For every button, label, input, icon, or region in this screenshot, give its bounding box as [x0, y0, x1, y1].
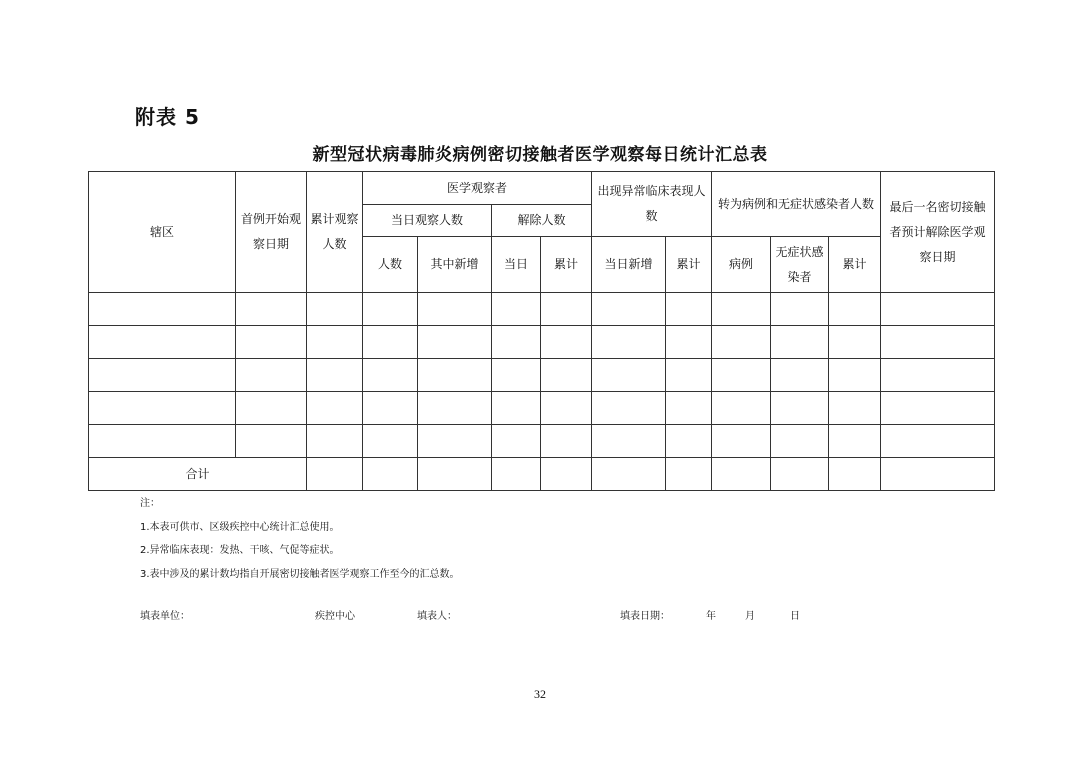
table-cell[interactable]	[592, 359, 666, 392]
note-item: 3.表中涉及的累计数均指自开展密切接触者医学观察工作至今的汇总数。	[140, 568, 460, 580]
table-cell[interactable]	[418, 293, 492, 326]
table-cell[interactable]	[363, 458, 418, 491]
table-row	[89, 425, 995, 458]
table-cell[interactable]	[666, 293, 712, 326]
header-converted-cumulative: 累计	[829, 237, 881, 293]
table-cell[interactable]	[541, 293, 592, 326]
table-cell[interactable]	[236, 293, 307, 326]
table-cell[interactable]	[881, 425, 995, 458]
table-cell[interactable]	[492, 359, 541, 392]
table-cell[interactable]	[881, 359, 995, 392]
unit-label: 填表单位：	[140, 611, 190, 622]
table-cell[interactable]	[592, 326, 666, 359]
table-cell[interactable]	[307, 425, 363, 458]
table-cell[interactable]	[492, 392, 541, 425]
table-cell[interactable]	[771, 359, 829, 392]
unit-value: 疾控中心	[315, 611, 355, 622]
table-cell[interactable]	[881, 326, 995, 359]
table-row	[89, 293, 995, 326]
note-item: 2.异常临床表现：发热、干咳、气促等症状。	[140, 545, 340, 556]
table-cell[interactable]	[89, 326, 236, 359]
header-asymptomatic: 无症状感染者	[771, 237, 829, 293]
table-cell[interactable]	[418, 359, 492, 392]
header-jurisdiction: 辖区	[89, 172, 236, 293]
table-cell[interactable]	[492, 293, 541, 326]
header-abnormal-symptoms: 出现异常临床表现人数	[592, 172, 712, 237]
day-label: 日	[790, 611, 800, 622]
notes-section	[140, 492, 460, 586]
header-released-cumulative: 累计	[541, 237, 592, 293]
table-cell[interactable]	[418, 392, 492, 425]
table-cell[interactable]	[541, 458, 592, 491]
header-abnormal-new-today: 当日新增	[592, 237, 666, 293]
table-cell[interactable]	[592, 458, 666, 491]
table-cell[interactable]	[666, 326, 712, 359]
table-cell[interactable]	[541, 359, 592, 392]
table-cell[interactable]	[418, 326, 492, 359]
header-abnormal-cumulative: 累计	[666, 237, 712, 293]
table-cell[interactable]	[881, 293, 995, 326]
table-cell[interactable]	[881, 458, 995, 491]
table-cell[interactable]	[418, 425, 492, 458]
table-cell[interactable]	[307, 326, 363, 359]
table-cell[interactable]	[236, 392, 307, 425]
table-cell[interactable]	[771, 293, 829, 326]
table-cell[interactable]	[829, 326, 881, 359]
table-cell[interactable]	[236, 359, 307, 392]
table-cell[interactable]	[712, 458, 771, 491]
header-released-today: 当日	[492, 237, 541, 293]
statistics-table	[88, 171, 995, 491]
table-row	[89, 359, 995, 392]
page-number: 32	[534, 687, 546, 701]
table-cell[interactable]	[881, 392, 995, 425]
table-cell[interactable]	[363, 392, 418, 425]
table-row	[89, 326, 995, 359]
header-cases: 病例	[712, 237, 771, 293]
table-cell[interactable]	[829, 425, 881, 458]
month-label: 月	[745, 611, 755, 622]
form-footer	[0, 607, 1080, 627]
appendix-label: 附表 5	[135, 105, 200, 129]
header-cumulative-observed: 累计观察人数	[307, 172, 363, 293]
table-cell[interactable]	[307, 392, 363, 425]
table-cell[interactable]	[712, 359, 771, 392]
table-cell[interactable]	[89, 359, 236, 392]
table-cell[interactable]	[363, 359, 418, 392]
table-cell[interactable]	[236, 425, 307, 458]
table-cell[interactable]	[771, 458, 829, 491]
table-cell[interactable]	[363, 425, 418, 458]
header-daily-observed: 当日观察人数	[363, 205, 492, 237]
table-cell[interactable]	[236, 326, 307, 359]
header-new-among: 其中新增	[418, 237, 492, 293]
table-cell[interactable]	[89, 392, 236, 425]
table-row	[89, 392, 995, 425]
table-cell[interactable]	[712, 425, 771, 458]
table-cell[interactable]	[771, 392, 829, 425]
table-cell[interactable]	[541, 425, 592, 458]
table-cell[interactable]	[829, 458, 881, 491]
table-cell[interactable]	[307, 293, 363, 326]
header-released: 解除人数	[492, 205, 592, 237]
table-cell[interactable]	[592, 425, 666, 458]
table-cell[interactable]	[771, 425, 829, 458]
table-cell[interactable]	[712, 293, 771, 326]
table-cell[interactable]	[418, 458, 492, 491]
header-count: 人数	[363, 237, 418, 293]
header-converted-cases: 转为病例和无症状感染者人数	[712, 172, 881, 237]
table-cell[interactable]	[829, 392, 881, 425]
table-cell[interactable]	[541, 326, 592, 359]
note-item: 1.本表可供市、区级疾控中心统计汇总使用。	[140, 521, 340, 533]
table-cell[interactable]	[307, 458, 363, 491]
table-cell[interactable]	[666, 359, 712, 392]
table-cell[interactable]	[592, 392, 666, 425]
table-cell[interactable]	[363, 293, 418, 326]
table-cell[interactable]	[829, 293, 881, 326]
table-cell[interactable]	[666, 425, 712, 458]
table-cell[interactable]	[89, 293, 236, 326]
table-cell[interactable]	[492, 425, 541, 458]
table-cell[interactable]	[592, 293, 666, 326]
table-cell[interactable]	[771, 326, 829, 359]
table-cell[interactable]	[541, 392, 592, 425]
table-cell[interactable]	[712, 392, 771, 425]
date-label: 填表日期：	[620, 611, 670, 622]
table-cell[interactable]	[307, 359, 363, 392]
header-first-observation-date: 首例开始观察日期	[236, 172, 307, 293]
table-title: 新型冠状病毒肺炎病例密切接触者医学观察每日统计汇总表	[312, 145, 768, 165]
header-medical-observation: 医学观察者	[363, 172, 592, 205]
notes-heading: 注：	[140, 498, 160, 509]
filler-label: 填表人：	[417, 611, 457, 622]
table-cell[interactable]	[829, 359, 881, 392]
total-row	[89, 458, 995, 491]
year-label: 年	[706, 611, 716, 622]
table-cell[interactable]	[492, 458, 541, 491]
table-cell[interactable]	[666, 458, 712, 491]
table-cell[interactable]	[363, 326, 418, 359]
table-cell[interactable]	[712, 326, 771, 359]
table-cell[interactable]	[666, 392, 712, 425]
table-cell[interactable]	[492, 326, 541, 359]
header-last-release-date: 最后一名密切接触者预计解除医学观察日期	[881, 172, 995, 293]
total-label: 合计	[89, 458, 307, 491]
table-cell[interactable]	[89, 425, 236, 458]
